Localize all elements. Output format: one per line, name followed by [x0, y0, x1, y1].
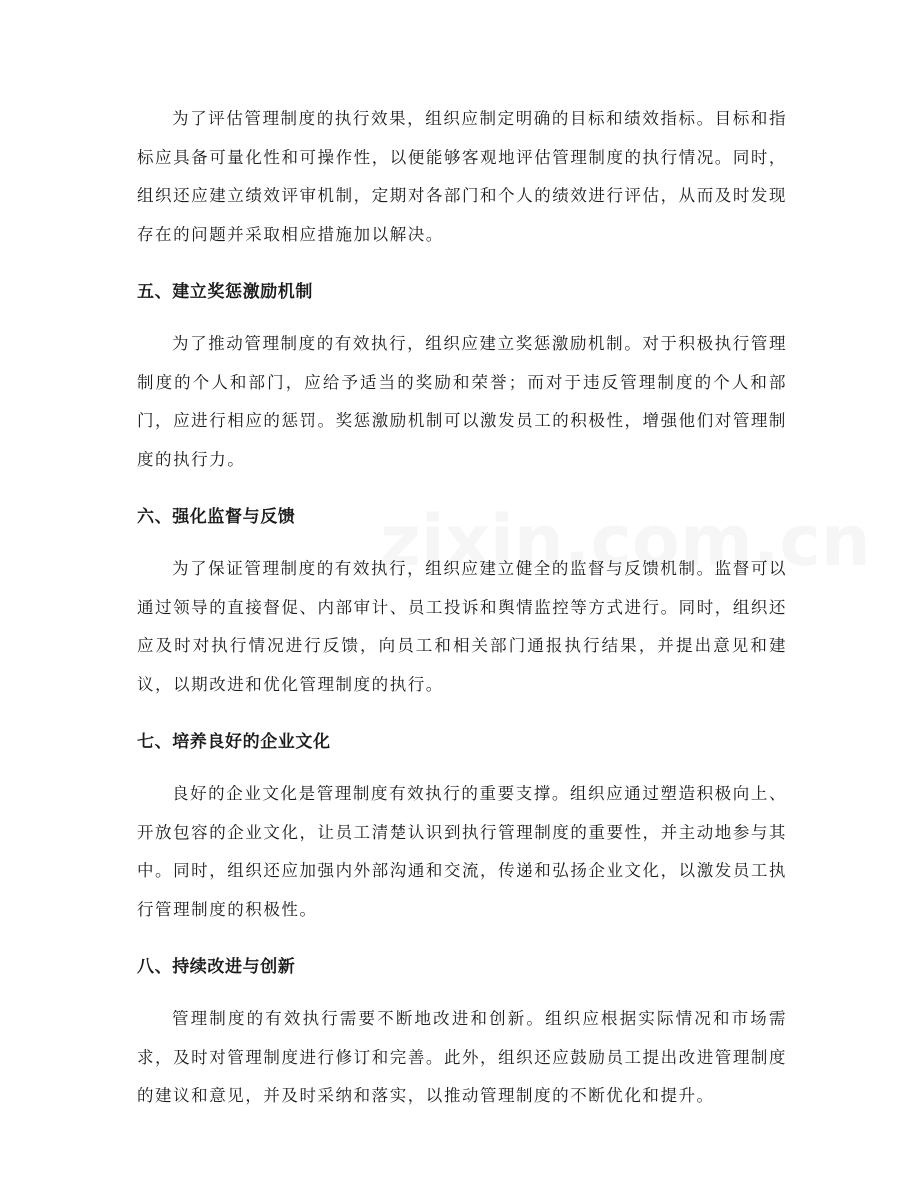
- document-page: [137, 100, 787, 1116]
- section-body-6: 为了保证管理制度的有效执行，组织应建立健全的监督与反馈机制。监督可以通过领导的直接督促、内部审计、员工投诉和舆情监控等方式进行。同时，组织还应及时对执行情况进行反馈，向员工和相关部门通报执行结果，并提出意见和建议，以期改进和优化管理制度的执行。: [137, 559, 787, 694]
- section-body-7: 良好的企业文化是管理制度有效执行的重要支撑。组织应通过塑造积极向上、开放包容的企业文化，让员工清楚认识到执行管理制度的重要性，并主动地参与其中。同时，组织还应加强内外部沟通和交流，传递和弘扬企业文化，以激发员工执行管理制度的积极性。: [137, 784, 787, 919]
- section-body-8: 管理制度的有效执行需要不断地改进和创新。组织应根据实际情况和市场需求，及时对管理制度进行修订和完善。此外，组织还应鼓励员工提出改进管理制度的建议和意见，并及时采纳和落实，以推动管理制度的不断优化和提升。: [137, 1009, 787, 1105]
- section-body-5: 为了推动管理制度的有效执行，组织应建立奖惩激励机制。对于积极执行管理制度的个人和部门，应给予适当的奖励和荣誉；而对于违反管理制度的个人和部门，应进行相应的惩罚。奖惩激励机制可以激发员工的积极性，增强他们对管理制度的执行力。: [137, 334, 787, 469]
- intro-paragraph: 为了评估管理制度的执行效果，组织应制定明确的目标和绩效指标。目标和指标应具备可量化性和可操作性，以便能够客观地评估管理制度的执行情况。同时，组织还应建立绩效评审机制，定期对各部门和个人的绩效进行评估，从而及时发现存在的问题并采取相应措施加以解决。: [137, 109, 787, 244]
- section-heading-6: 六、强化监督与反馈: [137, 507, 296, 527]
- section-heading-5: 五、建立奖惩激励机制: [137, 282, 313, 302]
- section-heading-7: 七、培养良好的企业文化: [137, 732, 331, 752]
- section-heading-8: 八、持续改进与创新: [137, 957, 296, 977]
